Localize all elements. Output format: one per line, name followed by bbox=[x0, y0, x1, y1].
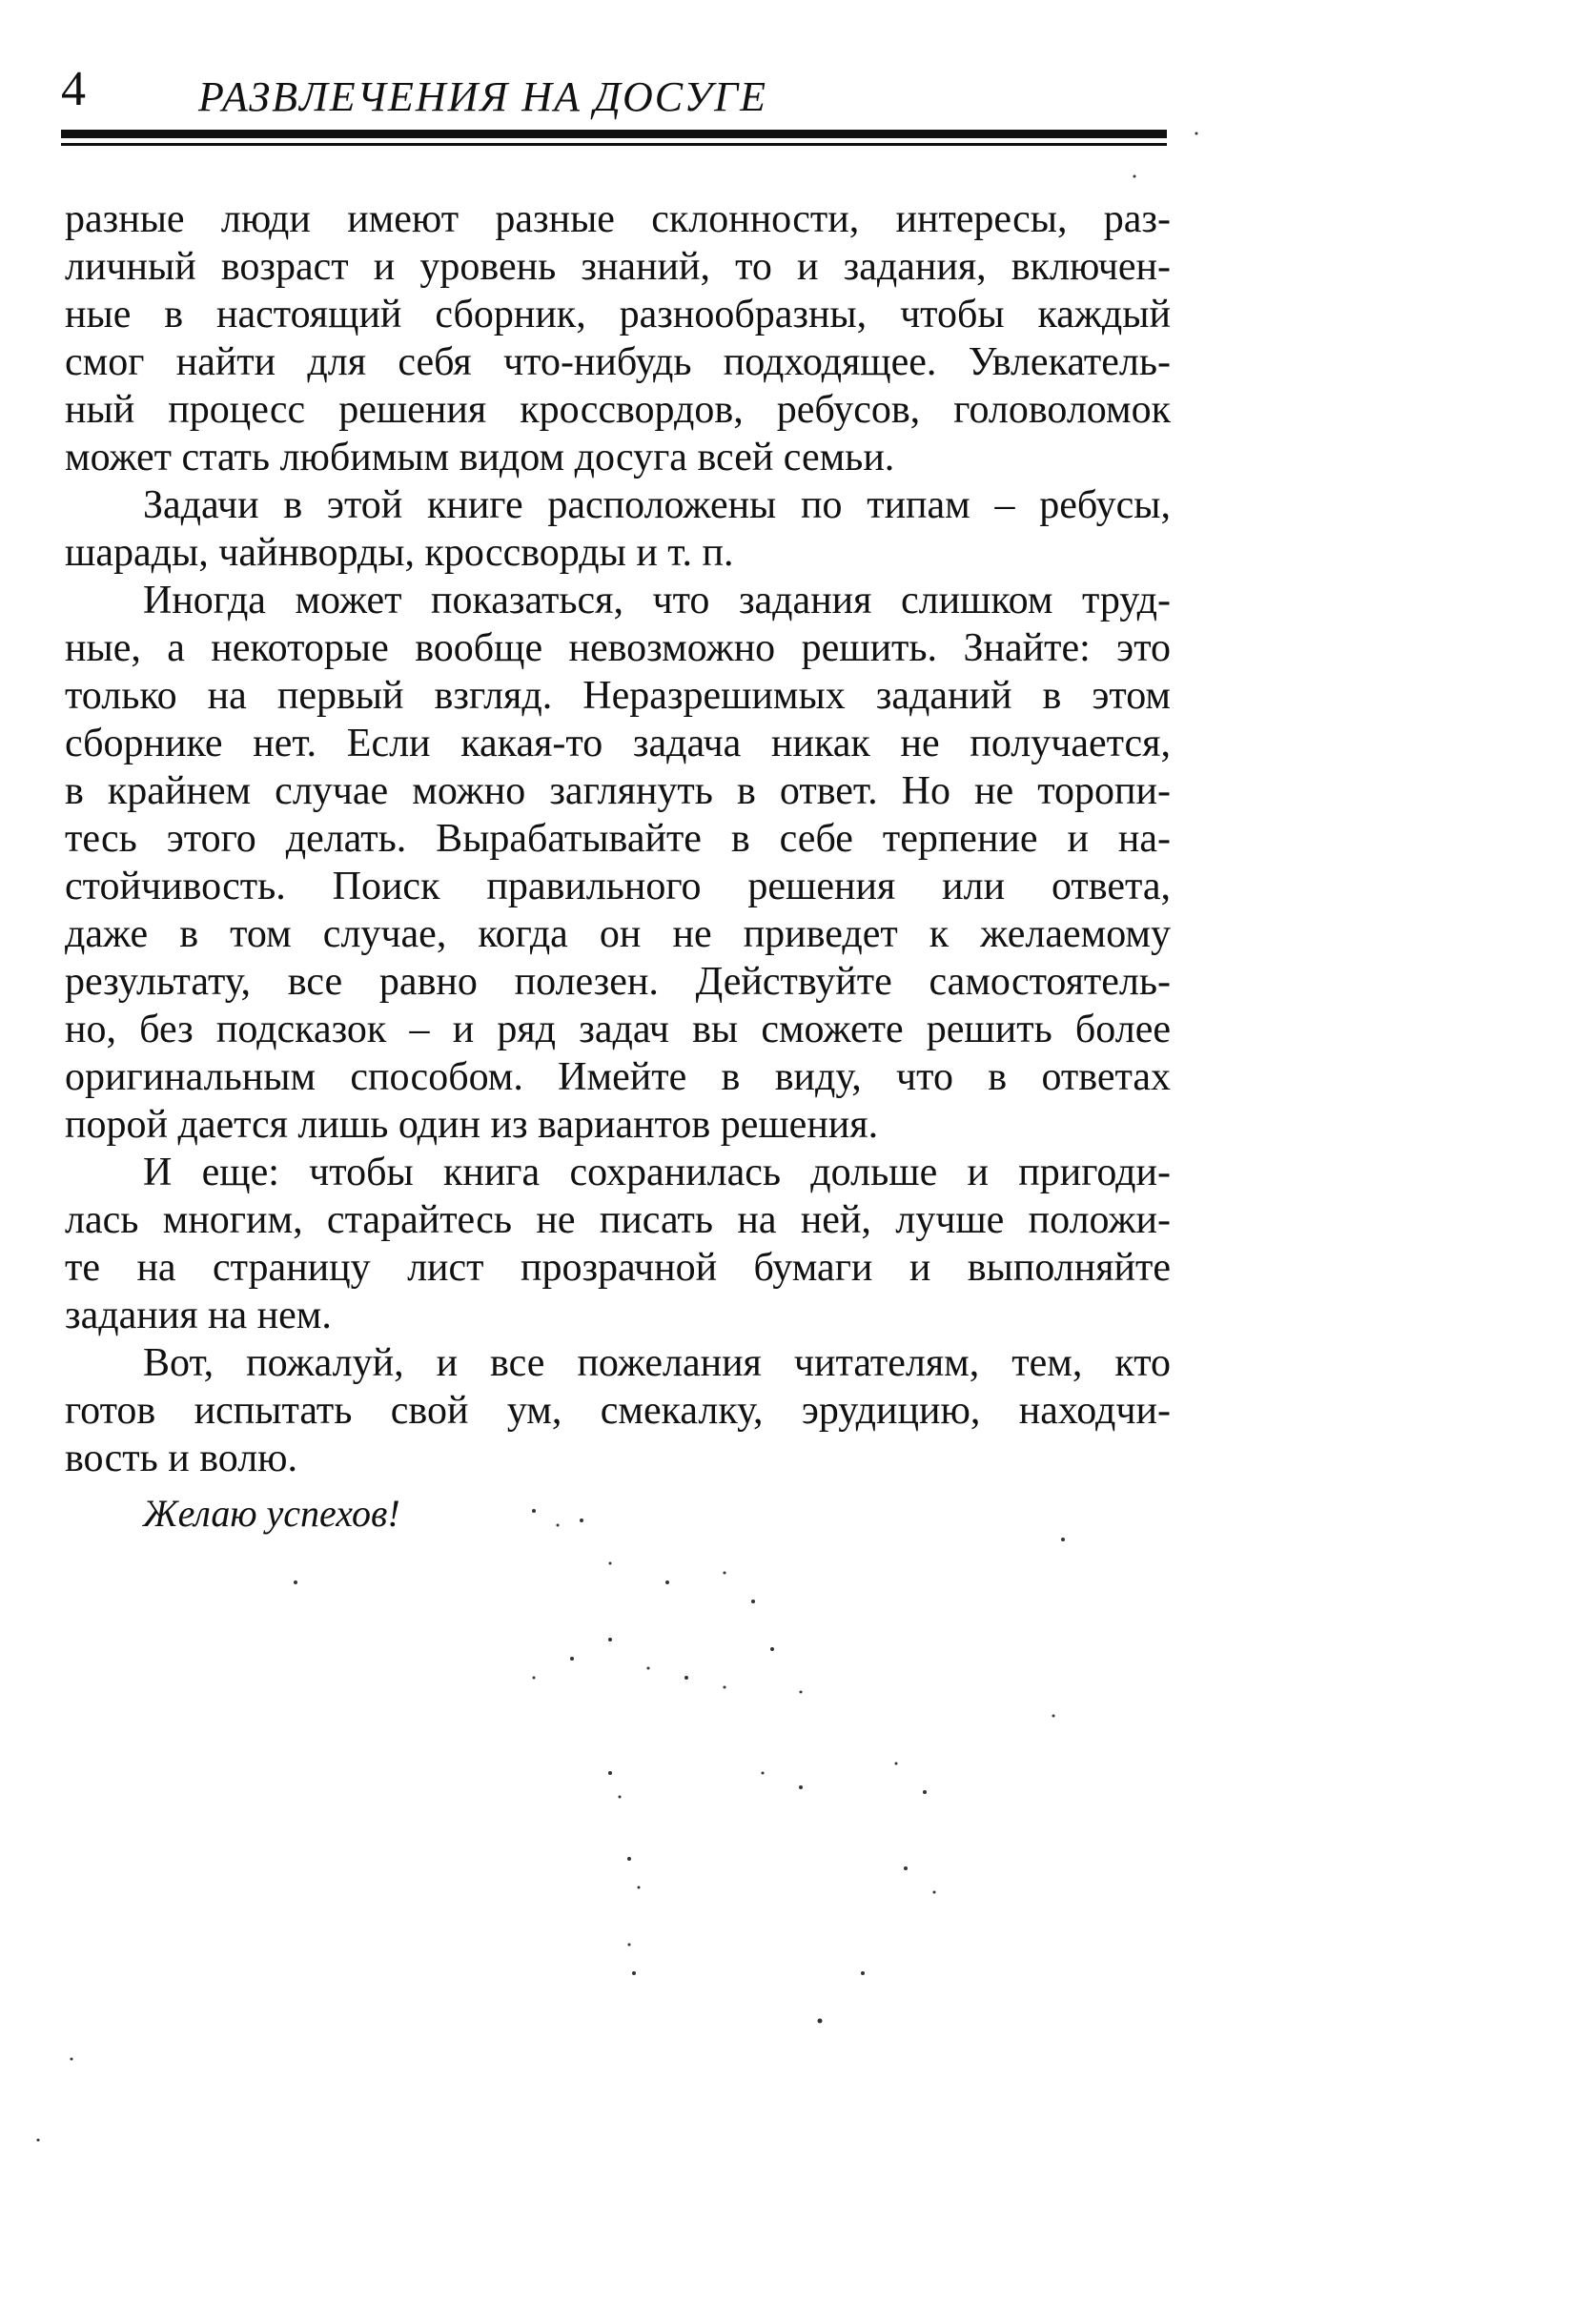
speckle bbox=[800, 1691, 803, 1694]
speckle bbox=[71, 2058, 73, 2061]
speckle bbox=[799, 1785, 803, 1789]
speckle bbox=[724, 1572, 726, 1575]
body-text bbox=[65, 195, 1171, 1538]
text-line: задания на нем. bbox=[65, 1294, 332, 1337]
page-number: 4 bbox=[61, 62, 86, 116]
paragraph bbox=[65, 577, 1171, 1149]
speckle bbox=[724, 1686, 726, 1689]
text-line: смог найти для себя что-нибудь подходящее. Увлекатель- bbox=[65, 340, 1171, 384]
text-line: только на первый взгляд. Неразрешимых заданий в этом bbox=[65, 674, 1171, 718]
speckle bbox=[632, 1971, 636, 1975]
text-line: лась многим, старайтесь не писать на ней, лучше положи- bbox=[65, 1198, 1171, 1242]
speckle bbox=[294, 1580, 297, 1584]
speckle bbox=[647, 1667, 650, 1670]
paragraph bbox=[65, 1339, 1171, 1482]
speckle bbox=[638, 1886, 641, 1889]
speckle bbox=[923, 1790, 927, 1794]
running-title: РАЗВЛЕЧЕНИЯ НА ДОСУГЕ bbox=[198, 73, 768, 120]
text-line: И еще: чтобы книга сохранилась дольше и пригоди- bbox=[143, 1151, 1171, 1194]
text-line: Задачи в этой книге расположены по типам – ребусы, bbox=[143, 483, 1171, 527]
speckle bbox=[627, 1857, 631, 1861]
header-rule-thin bbox=[61, 143, 1167, 146]
speckle bbox=[619, 1796, 622, 1799]
speckle bbox=[933, 1891, 936, 1894]
paragraph bbox=[65, 481, 1171, 577]
speckle bbox=[570, 1657, 574, 1661]
speckle bbox=[1052, 1715, 1055, 1718]
speckle bbox=[770, 1647, 774, 1651]
speckle bbox=[608, 1638, 612, 1641]
speckle bbox=[895, 1763, 898, 1765]
text-line: шарады, чайнворды, кроссворды и т. п. bbox=[65, 531, 734, 575]
speckle bbox=[665, 1580, 669, 1584]
text-line: может стать любимым видом досуга всей семьи. bbox=[65, 436, 895, 479]
speckle bbox=[762, 1772, 765, 1775]
speckle bbox=[609, 1562, 612, 1565]
text-line: тесь этого делать. Вырабатывайте в себе терпение и на- bbox=[65, 817, 1171, 861]
text-line: но, без подсказок – и ряд задач вы сможете решить более bbox=[65, 1008, 1171, 1051]
paragraph bbox=[65, 1149, 1171, 1339]
text-line: ные, а некоторые вообще невозможно решить. Знайте: это bbox=[65, 626, 1171, 670]
speckle bbox=[1133, 175, 1136, 178]
text-line: стойчивость. Поиск правильного решения или ответа, bbox=[65, 865, 1171, 908]
speckle bbox=[628, 1944, 631, 1947]
speckle bbox=[1195, 133, 1198, 135]
speckle bbox=[533, 1677, 536, 1680]
text-line: в крайнем случае можно заглянуть в ответ. Но не торопи- bbox=[65, 769, 1171, 813]
text-line: ный процесс решения кроссвордов, ребусов, головоломок bbox=[65, 388, 1171, 432]
speckle bbox=[751, 1600, 755, 1603]
speckle bbox=[904, 1866, 908, 1870]
text-line: Иногда может показаться, что задания слишком труд- bbox=[143, 579, 1171, 622]
text-line: результату, все равно полезен. Действуйте самостоятель- bbox=[65, 960, 1171, 1004]
header-rule-thick bbox=[61, 130, 1167, 138]
text-line: те на страницу лист прозрачной бумаги и выполняйте bbox=[65, 1246, 1171, 1290]
text-line: даже в том случае, когда он не приведет к желаемому bbox=[65, 912, 1171, 956]
speckle bbox=[1061, 1538, 1065, 1541]
text-line: Вот, пожалуй, и все пожелания читателям, тем, кто bbox=[143, 1341, 1171, 1385]
speckle bbox=[684, 1676, 688, 1680]
text-line: вость и волю. bbox=[65, 1437, 298, 1480]
text-line: оригинальным способом. Имейте в виду, что в ответах bbox=[65, 1055, 1171, 1099]
speckle bbox=[861, 1971, 865, 1975]
text-line: порой дается лишь один из вариантов решения. bbox=[65, 1103, 879, 1147]
signoff: Желаю успехов! bbox=[143, 1492, 400, 1535]
speckle bbox=[608, 1771, 612, 1775]
text-line: готов испытать свой ум, смекалку, эрудицию, находчи- bbox=[65, 1389, 1171, 1433]
text-line: сборнике нет. Если какая-то задача никак не получается, bbox=[65, 722, 1171, 765]
text-line: ные в настоящий сборник, разнообразны, чтобы каждый bbox=[65, 293, 1171, 336]
paragraph bbox=[65, 195, 1171, 481]
text-line: личный возраст и уровень знаний, то и задания, включен- bbox=[65, 245, 1171, 289]
speckle bbox=[37, 2139, 40, 2142]
text-line: разные люди имеют разные склонности, интересы, раз- bbox=[65, 197, 1171, 241]
speckle bbox=[818, 2019, 823, 2024]
